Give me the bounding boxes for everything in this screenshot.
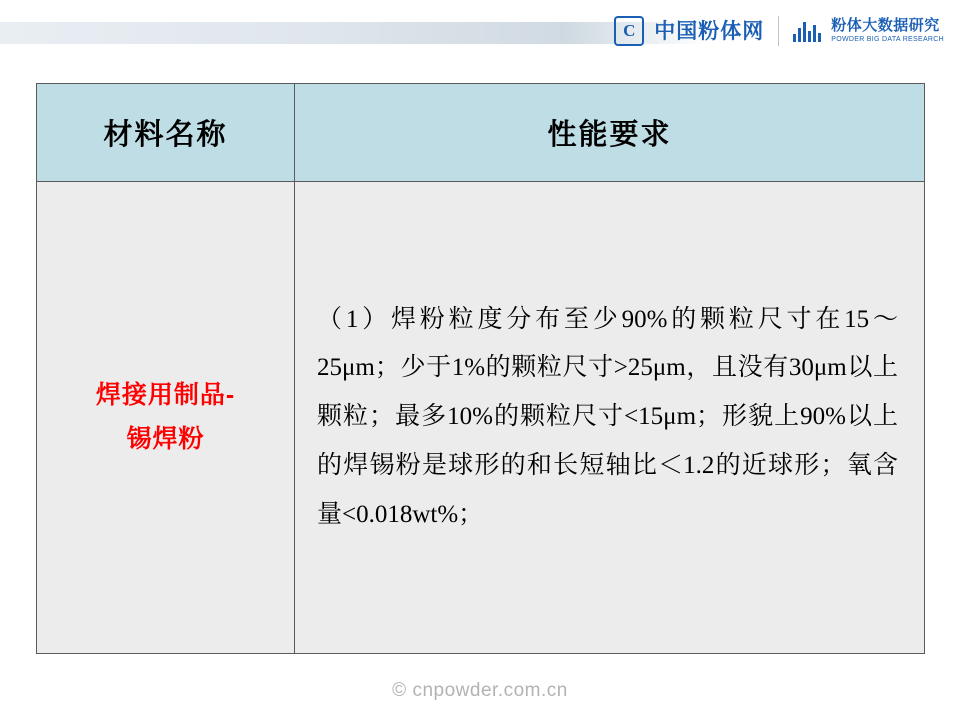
logo-subbrand (831, 18, 944, 43)
spec-table-container (36, 83, 924, 654)
logo-name-label: 中国粉体网 (654, 19, 765, 43)
cell-material-name (37, 182, 295, 654)
cell-performance-requirement: （1）焊粉粒度分布至少90%的颗粒尺寸在15～25μm；少于1%的颗粒尺寸>25μm，且没有30μm以上颗粒；最多10%的颗粒尺寸<15μm；形貌上90%以上的焊锡粉是球形的和长短轴比＜1.2的近球形；氧含量<0.018wt%； (295, 182, 925, 654)
table-header-row (37, 84, 925, 182)
logo-mark-letter: C (623, 21, 636, 40)
material-name-line-2: 锡焊粉 (126, 424, 205, 453)
table-row (37, 182, 925, 654)
site-logo (614, 8, 944, 54)
column-header-material-name: 材料名称 (37, 84, 295, 182)
logo-divider (778, 16, 779, 46)
column-header-performance-requirement: 性能要求 (295, 84, 925, 182)
slide-header (0, 0, 960, 62)
material-name-line-1: 焊接用制品- (95, 380, 236, 409)
logo-mark-icon (614, 16, 644, 46)
logo-subbrand-en: POWDER BIG DATA RESEARCH (831, 36, 944, 44)
bar-chart-icon (793, 20, 821, 42)
footer-copyright: © cnpowder.com.cn (392, 680, 568, 701)
spec-table (36, 83, 925, 654)
logo-subbrand-cn: 粉体大数据研究 (831, 17, 940, 35)
